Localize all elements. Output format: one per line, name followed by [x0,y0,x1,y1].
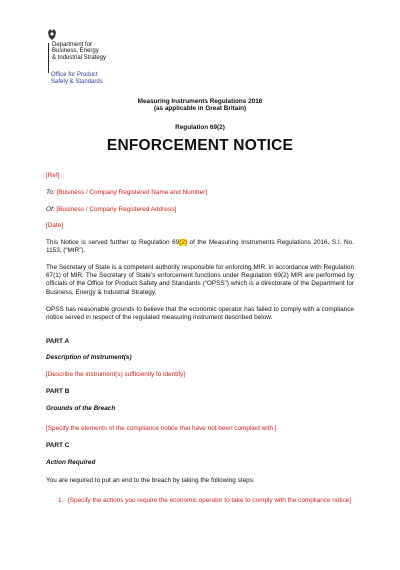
intro-text-a: This Notice is served further to Regulation 69 [46,239,180,246]
to-field [46,189,354,197]
list-item-number: 1. [58,497,64,504]
of-value: [Business / Company Registered Address] [56,206,177,213]
page-title: ENFORCEMENT NOTICE [106,137,294,154]
regulations-applicability: (as applicable in Great Britain) [153,105,247,113]
office-line-1: Office for Product [51,72,98,78]
intro-paragraph [46,239,354,255]
regulation-ref: Regulation 69(2) [175,124,225,131]
grounds-paragraph: OPSS has reasonable grounds to believe that the economic operator has failed to comply with a compliance notice served in respect of the regulated measuring instrument described below. [46,306,354,322]
authority-paragraph: The Secretary of State is a competent authority responsible for enforcing MIR, in accordance with Regulation 67(1) of MIR. The Secretary of State’s enforcement functions under Regulation 69(2) MIR are performed by officials of the Office for Product Safety and Standards (“OPSS”) which is a directorate of the Department for Business, Energy & Industrial Strategy. [46,264,354,296]
logo-divider [48,43,49,73]
part-a-text: [Describe the instrument(s) sufficiently to identify] [46,371,186,378]
part-c-subheading: Action Required [46,459,96,466]
part-b-text: [Specify the elements of the compliance notice that have not been complied with.] [46,425,277,432]
regulations-name: Measuring Instruments Regulations 2016 [137,98,263,105]
part-b-heading: PART B [46,388,70,395]
department-name [52,42,152,61]
highlighted-subsection: (2) [179,239,187,246]
to-label: To: [46,189,55,196]
part-a-heading: PART A [46,338,70,345]
of-label: Of: [46,206,55,213]
regulations-title [0,98,400,113]
part-c-text: You are required to put an end to the breach by taking the following steps: [46,477,255,484]
dept-line-2: Business, Energy [52,48,99,55]
to-value: [Business / Company Registered Name and Number] [56,189,208,196]
part-b-subheading: Grounds of the Breach [46,405,116,412]
office-name [51,72,103,85]
list-item-text: [Specify the actions you require the economic operator to take to comply with the compliance notice] [68,497,352,504]
part-c-heading: PART C [46,442,70,449]
dept-line-3: & Industrial Strategy [52,54,107,61]
date-field: [Date] [46,222,64,229]
dept-line-1: Department for [52,42,93,48]
ref-field: [Ref] [46,172,60,179]
intro-text-b: of the Measuring Instruments Regulations 2016, S.I. No. 1153, (“MIR”). [46,239,354,255]
of-field [46,206,354,214]
office-line-2: Safety & Standards [51,78,103,85]
royal-crest-icon [46,28,58,42]
part-a-subheading: Description of Instrument(s) [46,354,132,361]
